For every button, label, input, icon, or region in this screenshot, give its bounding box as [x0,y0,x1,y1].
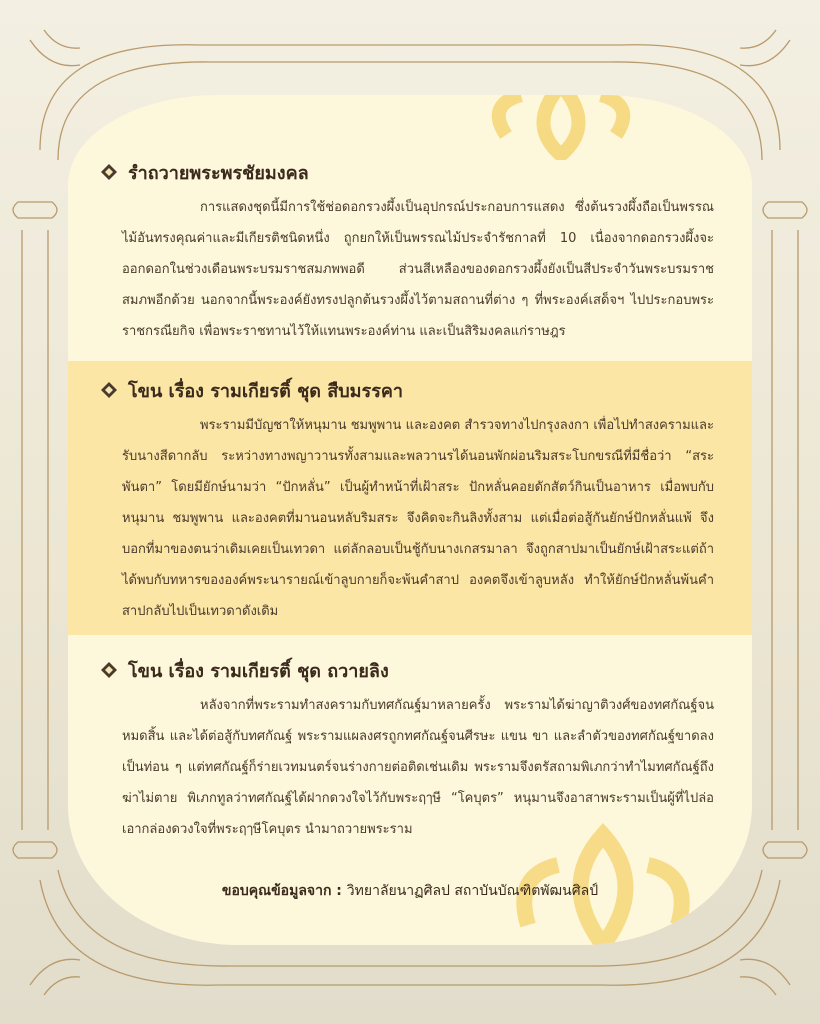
credit-label: ขอบคุณข้อมูลจาก : [221,883,342,899]
section-khon-seub-makha [100,376,720,627]
section-body: หลังจากที่พระรามทำสงครามกับทศกัณฐ์มาหลายครั้ง พระรามได้ฆ่าญาติวงศ์ของทศกัณฐ์จนหมดสิ้น และได้ต่อสู้กับทศกัณฐ์ พระรามแผลงศรถูกทศกัณฐ์จนศีรษะ แขน ขา และลำตัวของทศกัณฐ์ขาดลงเป็นท่อน ๆ แต่ทศกัณฐ์ก็ร่ายเวทมนตร์จนร่างกายต่อติดเช่นเดิม พระรามจึงตรัสถามพิเภกว่าทำไมทศกัณฐ์ถึงฆ่าไม่ตาย พิเภกทูลว่าทศกัณฐ์ได้ฝากดวงใจไว้กับพระฤๅษี “โคบุตร” หนุมานจึงอาสาพระรามเป็นผู้ที่ไปล่อเอากล่องดวงใจที่พระฤๅษีโคบุตร นำมาถวายพระราม [122,698,714,837]
section-heading [100,656,720,684]
section-heading [100,158,720,186]
section-body: การแสดงชุดนี้มีการใช้ช่อดอกรวงผึ้งเป็นอุปกรณ์ประกอบการแสดง ซึ่งต้นรวงผึ้งถือเป็นพรรณไม้อันทรงคุณค่าและมีเกียรติชนิดหนึ่ง ถูกยกให้เป็นพรรณไม้ประจำรัชกาลที่ 10 เนื่องจากดอกรวงผึ้งจะออกดอกในช่วงเดือนพระบรมราชสมภพพอดี ส่วนสีเหลืองของดอกรวงผึ้งยังเป็นสีประจำวันพระบรมราชสมภพอีกด้วย นอกจากนี้พระองค์ยังทรงปลูกต้นรวงผึ้งไว้ตามสถานที่ต่าง ๆ ที่พระองค์เสด็จฯ ไปประกอบพระราชกรณียกิจ เพื่อพระราชทานไว้ให้แทนพระองค์ท่าน และเป็นสิริมงคลแก่ราษฎร [122,200,714,339]
section-heading [100,376,720,404]
section-blessing-dance [100,158,720,347]
section-body: พระรามมีบัญชาให้หนุมาน ชมพูพาน และองคต สำรวจทางไปกรุงลงกา เพื่อไปทำสงครามและรับนางสีดากลับ ระหว่างทางพญาวานรทั้งสามและพลวานรได้นอนพักผ่อนริมสระโบกขรณีที่มีชื่อว่า “สระพันตา” โดยมียักษ์นามว่า “ปักหลั่น” เป็นผู้ทำหน้าที่เฝ้าสระ ปักหลั่นคอยดักสัตว์กินเป็นอาหาร เมื่อพบกับหนุมาน ชมพูพาน และองคตที่มานอนหลับริมสระ จึงคิดจะกินลิงทั้งสาม แต่เมื่อต่อสู้กันยักษ์ปักหลั่นแพ้ จึงบอกที่มาของตนว่าเดิมเคยเป็นเทวดา แต่ลักลอบเป็นชู้กับนางเกสรมาลา จึงถูกสาปมาเป็นยักษ์เฝ้าสระแต่ถ้าได้พบกับทหารขององค์พระนารายณ์เข้าลูบกายก็จะพ้นคำสาป องคตจึงเข้าลูบหลัง ทำให้ยักษ์ปักหลั่นพ้นคำสาปกลับไปเป็นเทวดาดังเดิม [122,418,714,619]
section-title: โขน เรื่อง รามเกียรติ์ ชุด สืบมรรคา [128,380,404,402]
section-title: รำถวายพระพรชัยมงคล [128,162,309,184]
section-title: โขน เรื่อง รามเกียรติ์ ชุด ถวายลิง [128,660,389,682]
diamond-ornament-icon [100,661,118,679]
section-khon-thawai-ling [100,656,720,845]
diamond-ornament-icon [100,381,118,399]
diamond-ornament-icon [100,163,118,181]
credit-line [0,880,820,902]
credit-source: วิทยาลัยนาฏศิลป สถาบันบัณฑิตพัฒนศิลป์ [346,883,599,899]
